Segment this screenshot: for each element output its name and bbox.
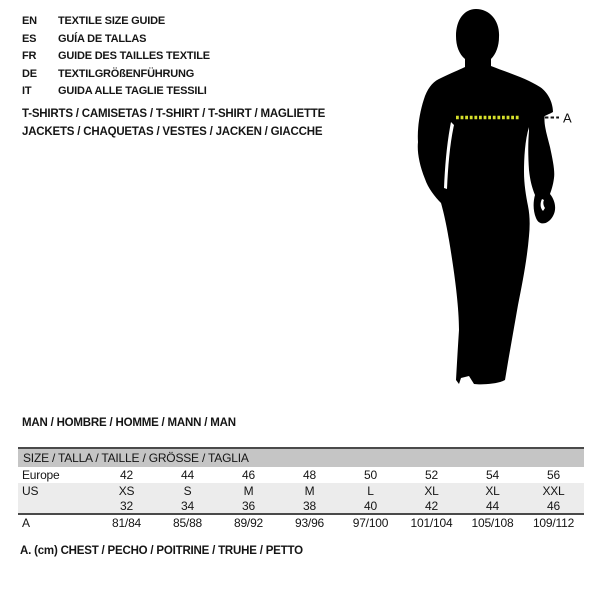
cell: 52 <box>401 467 462 483</box>
table-row-chest <box>18 514 584 531</box>
cell: 34 <box>157 499 218 515</box>
cell: M <box>218 483 279 499</box>
lang-row-de <box>22 66 210 84</box>
cell: 44 <box>157 467 218 483</box>
cell: XS <box>96 483 157 499</box>
table-header-label: SIZE / TALLA / TAILLE / GRÖSSE / TAGLIA <box>18 448 584 467</box>
table-header-row <box>18 448 584 467</box>
section-title: MAN / HOMBRE / HOMME / MANN / MAN <box>22 417 236 429</box>
cell: 36 <box>218 499 279 515</box>
row-label: Europe <box>18 467 96 483</box>
cell: 48 <box>279 467 340 483</box>
lang-label: GUIDE DES TAILLES TEXTILE <box>58 50 210 63</box>
cell: 109/112 <box>523 514 584 531</box>
row-label: A <box>18 514 96 531</box>
lang-code: ES <box>22 32 37 45</box>
cell: 56 <box>523 467 584 483</box>
cell: 32 <box>96 499 157 515</box>
lang-row-en <box>22 13 210 31</box>
cell: 54 <box>462 467 523 483</box>
table-row-us-letters <box>18 483 584 499</box>
cell: 38 <box>279 499 340 515</box>
lang-label: TEXTILGRÖßENFÜHRUNG <box>58 67 195 80</box>
cell: 93/96 <box>279 514 340 531</box>
cell: XL <box>401 483 462 499</box>
cell: 101/104 <box>401 514 462 531</box>
lang-row-fr <box>22 48 210 66</box>
cell: 46 <box>523 499 584 515</box>
category-tshirts: T-SHIRTS / CAMISETAS / T-SHIRT / T-SHIRT / MAGLIETTE <box>22 108 326 120</box>
cell: 81/84 <box>96 514 157 531</box>
cell: 89/92 <box>218 514 279 531</box>
cell: 50 <box>340 467 401 483</box>
cell: 105/108 <box>462 514 523 531</box>
lang-label: TEXTILE SIZE GUIDE <box>58 15 166 27</box>
lang-code: FR <box>22 50 37 63</box>
lang-code: DE <box>22 67 37 80</box>
cell: L <box>340 483 401 499</box>
cell: 42 <box>96 467 157 483</box>
lang-code: EN <box>22 15 37 27</box>
man-silhouette-figure <box>405 0 600 400</box>
size-table <box>18 447 584 531</box>
man-silhouette-body <box>418 9 553 384</box>
cell: S <box>157 483 218 499</box>
lang-row-es <box>22 31 210 49</box>
cell: 46 <box>218 467 279 483</box>
cell: M <box>279 483 340 499</box>
lang-label: GUIDA ALLE TAGLIE TESSILI <box>58 85 207 98</box>
row-label <box>18 499 96 515</box>
cell: 44 <box>462 499 523 515</box>
cell: 42 <box>401 499 462 515</box>
table-row-europe <box>18 467 584 483</box>
lang-row-it <box>22 83 210 101</box>
cell: XL <box>462 483 523 499</box>
cell: 85/88 <box>157 514 218 531</box>
measurement-label-a: A <box>563 110 572 126</box>
lang-label: GUÍA DE TALLAS <box>58 32 147 45</box>
category-jackets: JACKETS / CHAQUETAS / VESTES / JACKEN / GIACCHE <box>22 126 323 138</box>
lang-code: IT <box>22 85 32 98</box>
category-list <box>22 105 325 141</box>
table-row-us-numbers <box>18 499 584 515</box>
language-list <box>22 13 210 101</box>
measurement-footnote: A. (cm) CHEST / PECHO / POITRINE / TRUHE / PETTO <box>20 545 303 557</box>
cell: 97/100 <box>340 514 401 531</box>
cell: 40 <box>340 499 401 515</box>
cell: XXL <box>523 483 584 499</box>
row-label: US <box>18 483 96 499</box>
